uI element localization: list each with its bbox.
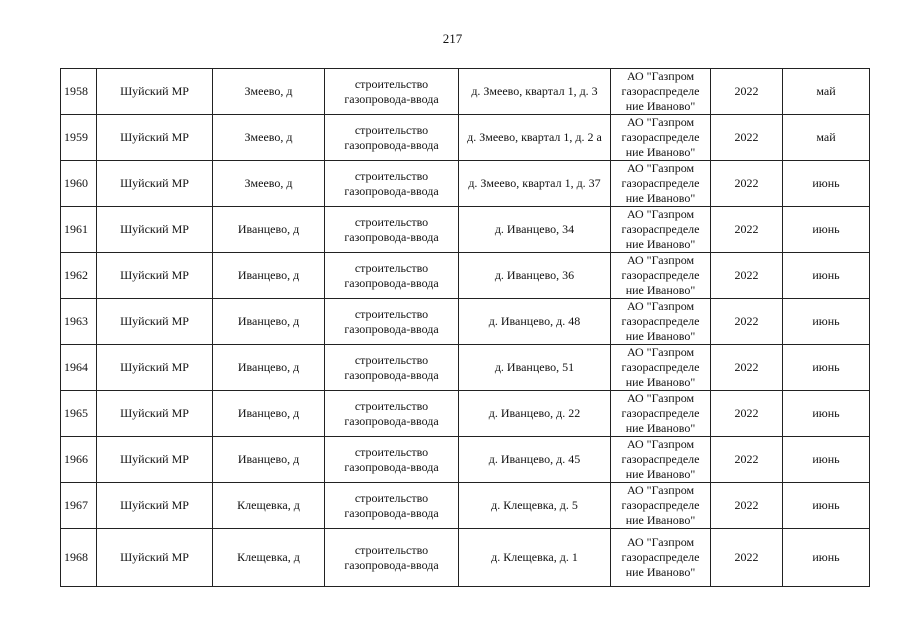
row-number-cell: 1967: [61, 483, 97, 529]
locality-cell: Клещевка, д: [213, 529, 325, 587]
year-cell: 2022: [711, 69, 783, 115]
table-row: [61, 207, 870, 253]
table-row: [61, 299, 870, 345]
row-number-cell: 1968: [61, 529, 97, 587]
locality-cell: Змеево, д: [213, 161, 325, 207]
organization-cell: АО "Газпром газораспределе ние Иваново": [611, 253, 711, 299]
row-number-cell: 1962: [61, 253, 97, 299]
locality-cell: Иванцево, д: [213, 207, 325, 253]
address-cell: д. Иванцево, д. 48: [459, 299, 611, 345]
month-cell: июнь: [783, 391, 870, 437]
organization-cell: АО "Газпром газораспределе ние Иваново": [611, 115, 711, 161]
organization-cell: АО "Газпром газораспределе ние Иваново": [611, 345, 711, 391]
year-cell: 2022: [711, 253, 783, 299]
organization-cell: АО "Газпром газораспределе ние Иваново": [611, 207, 711, 253]
locality-cell: Иванцево, д: [213, 253, 325, 299]
district-cell: Шуйский МР: [97, 391, 213, 437]
locality-cell: Клещевка, д: [213, 483, 325, 529]
address-cell: д. Иванцево, 36: [459, 253, 611, 299]
row-number-cell: 1960: [61, 161, 97, 207]
month-cell: июнь: [783, 529, 870, 587]
work-type-cell: строительство газопровода-ввода: [325, 345, 459, 391]
year-cell: 2022: [711, 345, 783, 391]
district-cell: Шуйский МР: [97, 161, 213, 207]
row-number-cell: 1965: [61, 391, 97, 437]
organization-cell: АО "Газпром газораспределе ние Иваново": [611, 437, 711, 483]
district-cell: Шуйский МР: [97, 253, 213, 299]
district-cell: Шуйский МР: [97, 437, 213, 483]
work-type-cell: строительство газопровода-ввода: [325, 391, 459, 437]
locality-cell: Змеево, д: [213, 69, 325, 115]
locality-cell: Иванцево, д: [213, 345, 325, 391]
year-cell: 2022: [711, 299, 783, 345]
locality-cell: Змеево, д: [213, 115, 325, 161]
work-type-cell: строительство газопровода-ввода: [325, 161, 459, 207]
row-number-cell: 1966: [61, 437, 97, 483]
table-row: [61, 253, 870, 299]
row-number-cell: 1959: [61, 115, 97, 161]
district-cell: Шуйский МР: [97, 207, 213, 253]
table-row: [61, 391, 870, 437]
row-number-cell: 1963: [61, 299, 97, 345]
month-cell: июнь: [783, 483, 870, 529]
month-cell: май: [783, 69, 870, 115]
row-number-cell: 1961: [61, 207, 97, 253]
address-cell: д. Змеево, квартал 1, д. 2 а: [459, 115, 611, 161]
year-cell: 2022: [711, 161, 783, 207]
table-row: [61, 345, 870, 391]
work-type-cell: строительство газопровода-ввода: [325, 115, 459, 161]
table-body: [61, 69, 870, 587]
month-cell: июнь: [783, 161, 870, 207]
organization-cell: АО "Газпром газораспределе ние Иваново": [611, 299, 711, 345]
district-cell: Шуйский МР: [97, 483, 213, 529]
year-cell: 2022: [711, 391, 783, 437]
district-cell: Шуйский МР: [97, 115, 213, 161]
district-cell: Шуйский МР: [97, 345, 213, 391]
address-cell: д. Змеево, квартал 1, д. 37: [459, 161, 611, 207]
year-cell: 2022: [711, 437, 783, 483]
year-cell: 2022: [711, 529, 783, 587]
locality-cell: Иванцево, д: [213, 391, 325, 437]
table-row: [61, 483, 870, 529]
month-cell: июнь: [783, 299, 870, 345]
district-cell: Шуйский МР: [97, 69, 213, 115]
work-type-cell: строительство газопровода-ввода: [325, 483, 459, 529]
work-type-cell: строительство газопровода-ввода: [325, 299, 459, 345]
month-cell: июнь: [783, 437, 870, 483]
work-type-cell: строительство газопровода-ввода: [325, 69, 459, 115]
table-row: [61, 161, 870, 207]
work-type-cell: строительство газопровода-ввода: [325, 437, 459, 483]
address-cell: д. Иванцево, 34: [459, 207, 611, 253]
address-cell: д. Иванцево, д. 45: [459, 437, 611, 483]
locality-cell: Иванцево, д: [213, 437, 325, 483]
address-cell: д. Иванцево, д. 22: [459, 391, 611, 437]
year-cell: 2022: [711, 483, 783, 529]
month-cell: июнь: [783, 345, 870, 391]
organization-cell: АО "Газпром газораспределе ние Иваново": [611, 483, 711, 529]
row-number-cell: 1964: [61, 345, 97, 391]
year-cell: 2022: [711, 115, 783, 161]
work-type-cell: строительство газопровода-ввода: [325, 253, 459, 299]
locality-cell: Иванцево, д: [213, 299, 325, 345]
row-number-cell: 1958: [61, 69, 97, 115]
address-cell: д. Иванцево, 51: [459, 345, 611, 391]
month-cell: июнь: [783, 253, 870, 299]
table-row: [61, 529, 870, 587]
district-cell: Шуйский МР: [97, 529, 213, 587]
work-type-cell: строительство газопровода-ввода: [325, 207, 459, 253]
organization-cell: АО "Газпром газораспределе ние Иваново": [611, 391, 711, 437]
table-row: [61, 437, 870, 483]
address-cell: д. Клещевка, д. 1: [459, 529, 611, 587]
district-cell: Шуйский МР: [97, 299, 213, 345]
table-row: [61, 69, 870, 115]
organization-cell: АО "Газпром газораспределе ние Иваново": [611, 529, 711, 587]
organization-cell: АО "Газпром газораспределе ние Иваново": [611, 69, 711, 115]
month-cell: май: [783, 115, 870, 161]
table-row: [61, 115, 870, 161]
month-cell: июнь: [783, 207, 870, 253]
year-cell: 2022: [711, 207, 783, 253]
address-cell: д. Змеево, квартал 1, д. 3: [459, 69, 611, 115]
organization-cell: АО "Газпром газораспределе ние Иваново": [611, 161, 711, 207]
address-cell: д. Клещевка, д. 5: [459, 483, 611, 529]
gas-connection-table: [60, 68, 870, 587]
page-number: 217: [442, 31, 463, 46]
work-type-cell: строительство газопровода-ввода: [325, 529, 459, 587]
